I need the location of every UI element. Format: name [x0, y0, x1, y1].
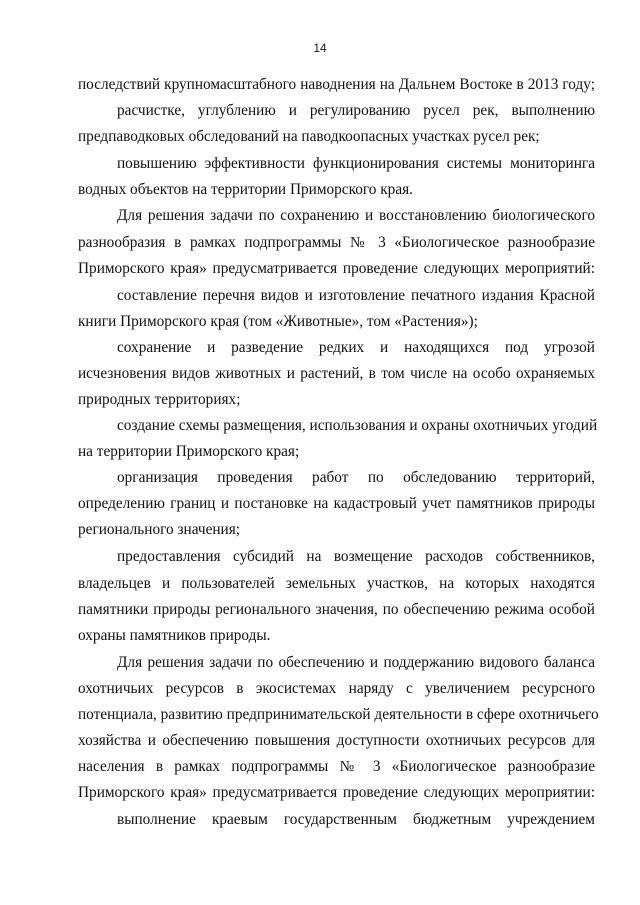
text-line: Приморского края» предусматривается проведение следующих мероприятии: — [78, 784, 595, 801]
page-number: 14 — [313, 41, 327, 55]
text-line: на территории Приморского края; — [78, 443, 300, 460]
text-line: составление перечня видов и изготовление печатного издания Красной — [117, 287, 595, 304]
text-line: разнообразия в рамках подпрограммы № 3 «Биологическое разнообразие — [78, 234, 595, 251]
text-line: определению границ и постановке на кадастровый учет памятников природы — [78, 495, 595, 512]
text-line: потенциала, развитию предпринимательской деятельности в сфере охотничьего — [78, 706, 599, 723]
text-line: Для решения задачи по обеспечению и поддержанию видового баланса — [117, 654, 595, 671]
text-line: последствий крупномасштабного наводнения на Дальнем Востоке в 2013 году; — [78, 76, 595, 93]
text-line: Приморского края» предусматривается проведение следующих мероприятий: — [78, 260, 595, 277]
text-line: исчезновения видов животных и растений, в том числе на особо охраняемых — [78, 365, 595, 382]
text-line: памятники природы регионального значения, по обеспечению режима особой — [78, 601, 595, 618]
text-line: хозяйства и обеспечению повышения доступности охотничьих ресурсов для — [78, 732, 595, 749]
text-line: владельцев и пользователей земельных участков, на которых находятся — [78, 575, 595, 592]
text-line: выполнение краевым государственным бюджетным учреждением — [117, 811, 595, 828]
text-line: Для решения задачи по сохранению и восстановлению биологического — [117, 207, 595, 224]
text-line: создание схемы размещения, использования и охраны охотничьих угодий — [117, 417, 598, 434]
text-line: предпаводковых обследований на паводкоопасных участках русел рек; — [78, 128, 540, 145]
text-line: книги Приморского края (том «Животные», том «Растения»); — [78, 313, 478, 330]
text-line: природных территориях; — [78, 391, 241, 408]
text-line: организация проведения работ по обследованию территорий, — [117, 469, 595, 486]
text-line: расчистке, углублению и регулированию русел рек, выполнению — [117, 102, 595, 119]
text-line: охраны памятников природы. — [78, 627, 271, 644]
text-line: сохранение и разведение редких и находящихся под угрозой — [117, 339, 595, 356]
text-line: повышению эффективности функционирования системы мониторинга — [117, 155, 595, 172]
text-line: населения в рамках подпрограммы № 3 «Биологическое разнообразие — [78, 758, 595, 775]
text-line: предоставления субсидий на возмещение расходов собственников, — [117, 548, 595, 565]
text-line: охотничьих ресурсов в экосистемах наряду с увеличением ресурсного — [78, 680, 595, 697]
text-line: регионального значения; — [78, 521, 241, 538]
text-line: водных объектов на территории Приморского края. — [78, 181, 413, 198]
